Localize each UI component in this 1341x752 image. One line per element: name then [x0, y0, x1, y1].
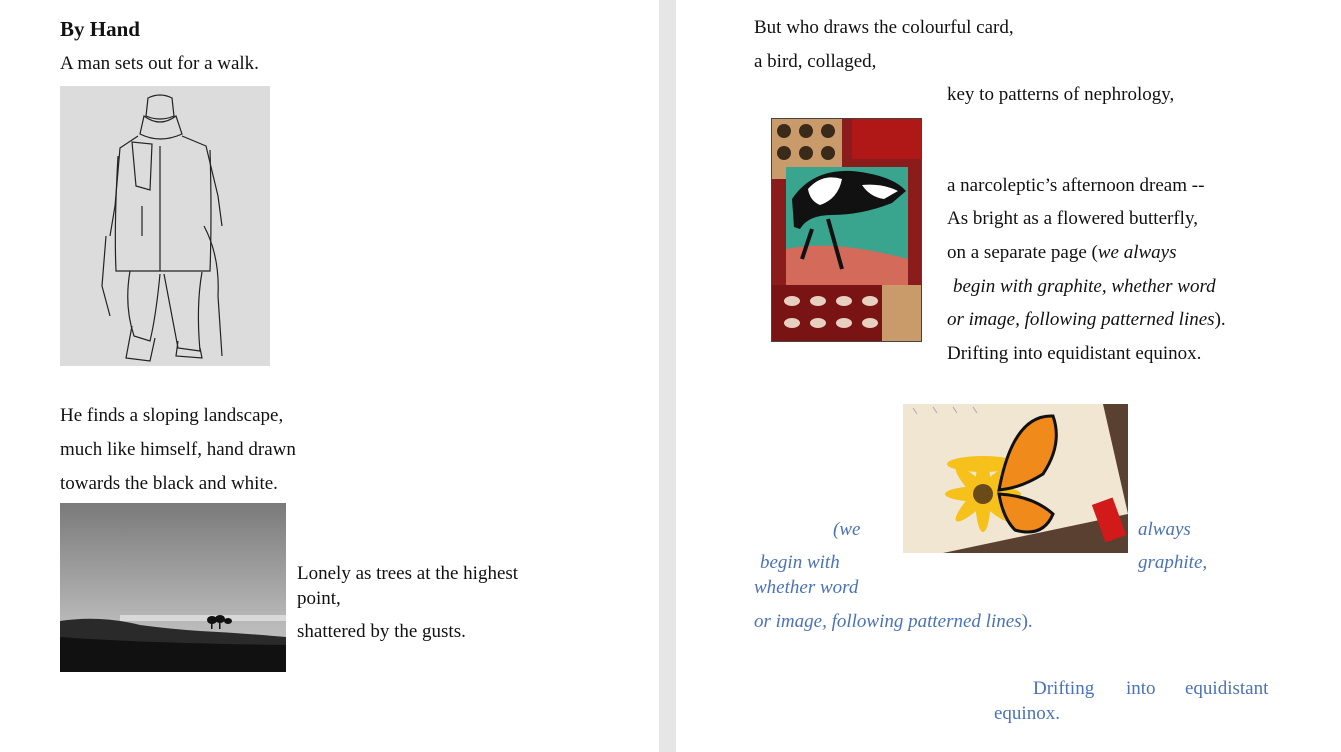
walking-man-sketch-image — [60, 86, 270, 366]
caption-line: Lonely as trees at the highest — [297, 563, 519, 584]
magpie-collage-image — [771, 118, 922, 342]
poem-line: or image, following patterned lines). — [947, 309, 1226, 330]
blue-text: Drifting — [1033, 678, 1095, 699]
poem-line: much like himself, hand drawn — [60, 439, 296, 460]
poem-line: on a separate page (we always — [947, 242, 1177, 263]
blue-text: begin with — [760, 552, 840, 573]
blue-text: graphite, — [1138, 552, 1208, 573]
blue-text: into — [1126, 678, 1156, 699]
caption-line: shattered by the gusts. — [297, 621, 466, 642]
poem-line: towards the black and white. — [60, 473, 278, 494]
left-page — [0, 0, 659, 752]
poem-line: But who draws the colourful card, — [754, 17, 1014, 38]
poem-title: By Hand — [60, 17, 140, 41]
poem-line: He finds a sloping landscape, — [60, 405, 284, 426]
poem-line: a bird, collaged, — [754, 51, 877, 72]
blue-text: equidistant — [1185, 678, 1269, 699]
landscape-photo-image — [60, 503, 286, 672]
blue-text: whether word — [754, 577, 859, 598]
butterfly-photo-image — [903, 404, 1128, 553]
blue-text: always — [1138, 519, 1191, 540]
poem-line: A man sets out for a walk. — [60, 53, 259, 74]
poem-line: begin with graphite, whether word — [953, 276, 1216, 297]
blue-text: equinox. — [994, 703, 1060, 724]
right-page — [676, 0, 1341, 752]
poem-line: Drifting into equidistant equinox. — [947, 343, 1202, 364]
blue-text: (we — [833, 519, 861, 540]
blue-text: or image, following patterned lines). — [754, 611, 1033, 632]
caption-line: point, — [297, 588, 341, 609]
poem-line: As bright as a flowered butterfly, — [947, 208, 1198, 229]
poem-line: a narcoleptic’s afternoon dream -- — [947, 175, 1205, 196]
poem-line: key to patterns of nephrology, — [947, 84, 1175, 105]
